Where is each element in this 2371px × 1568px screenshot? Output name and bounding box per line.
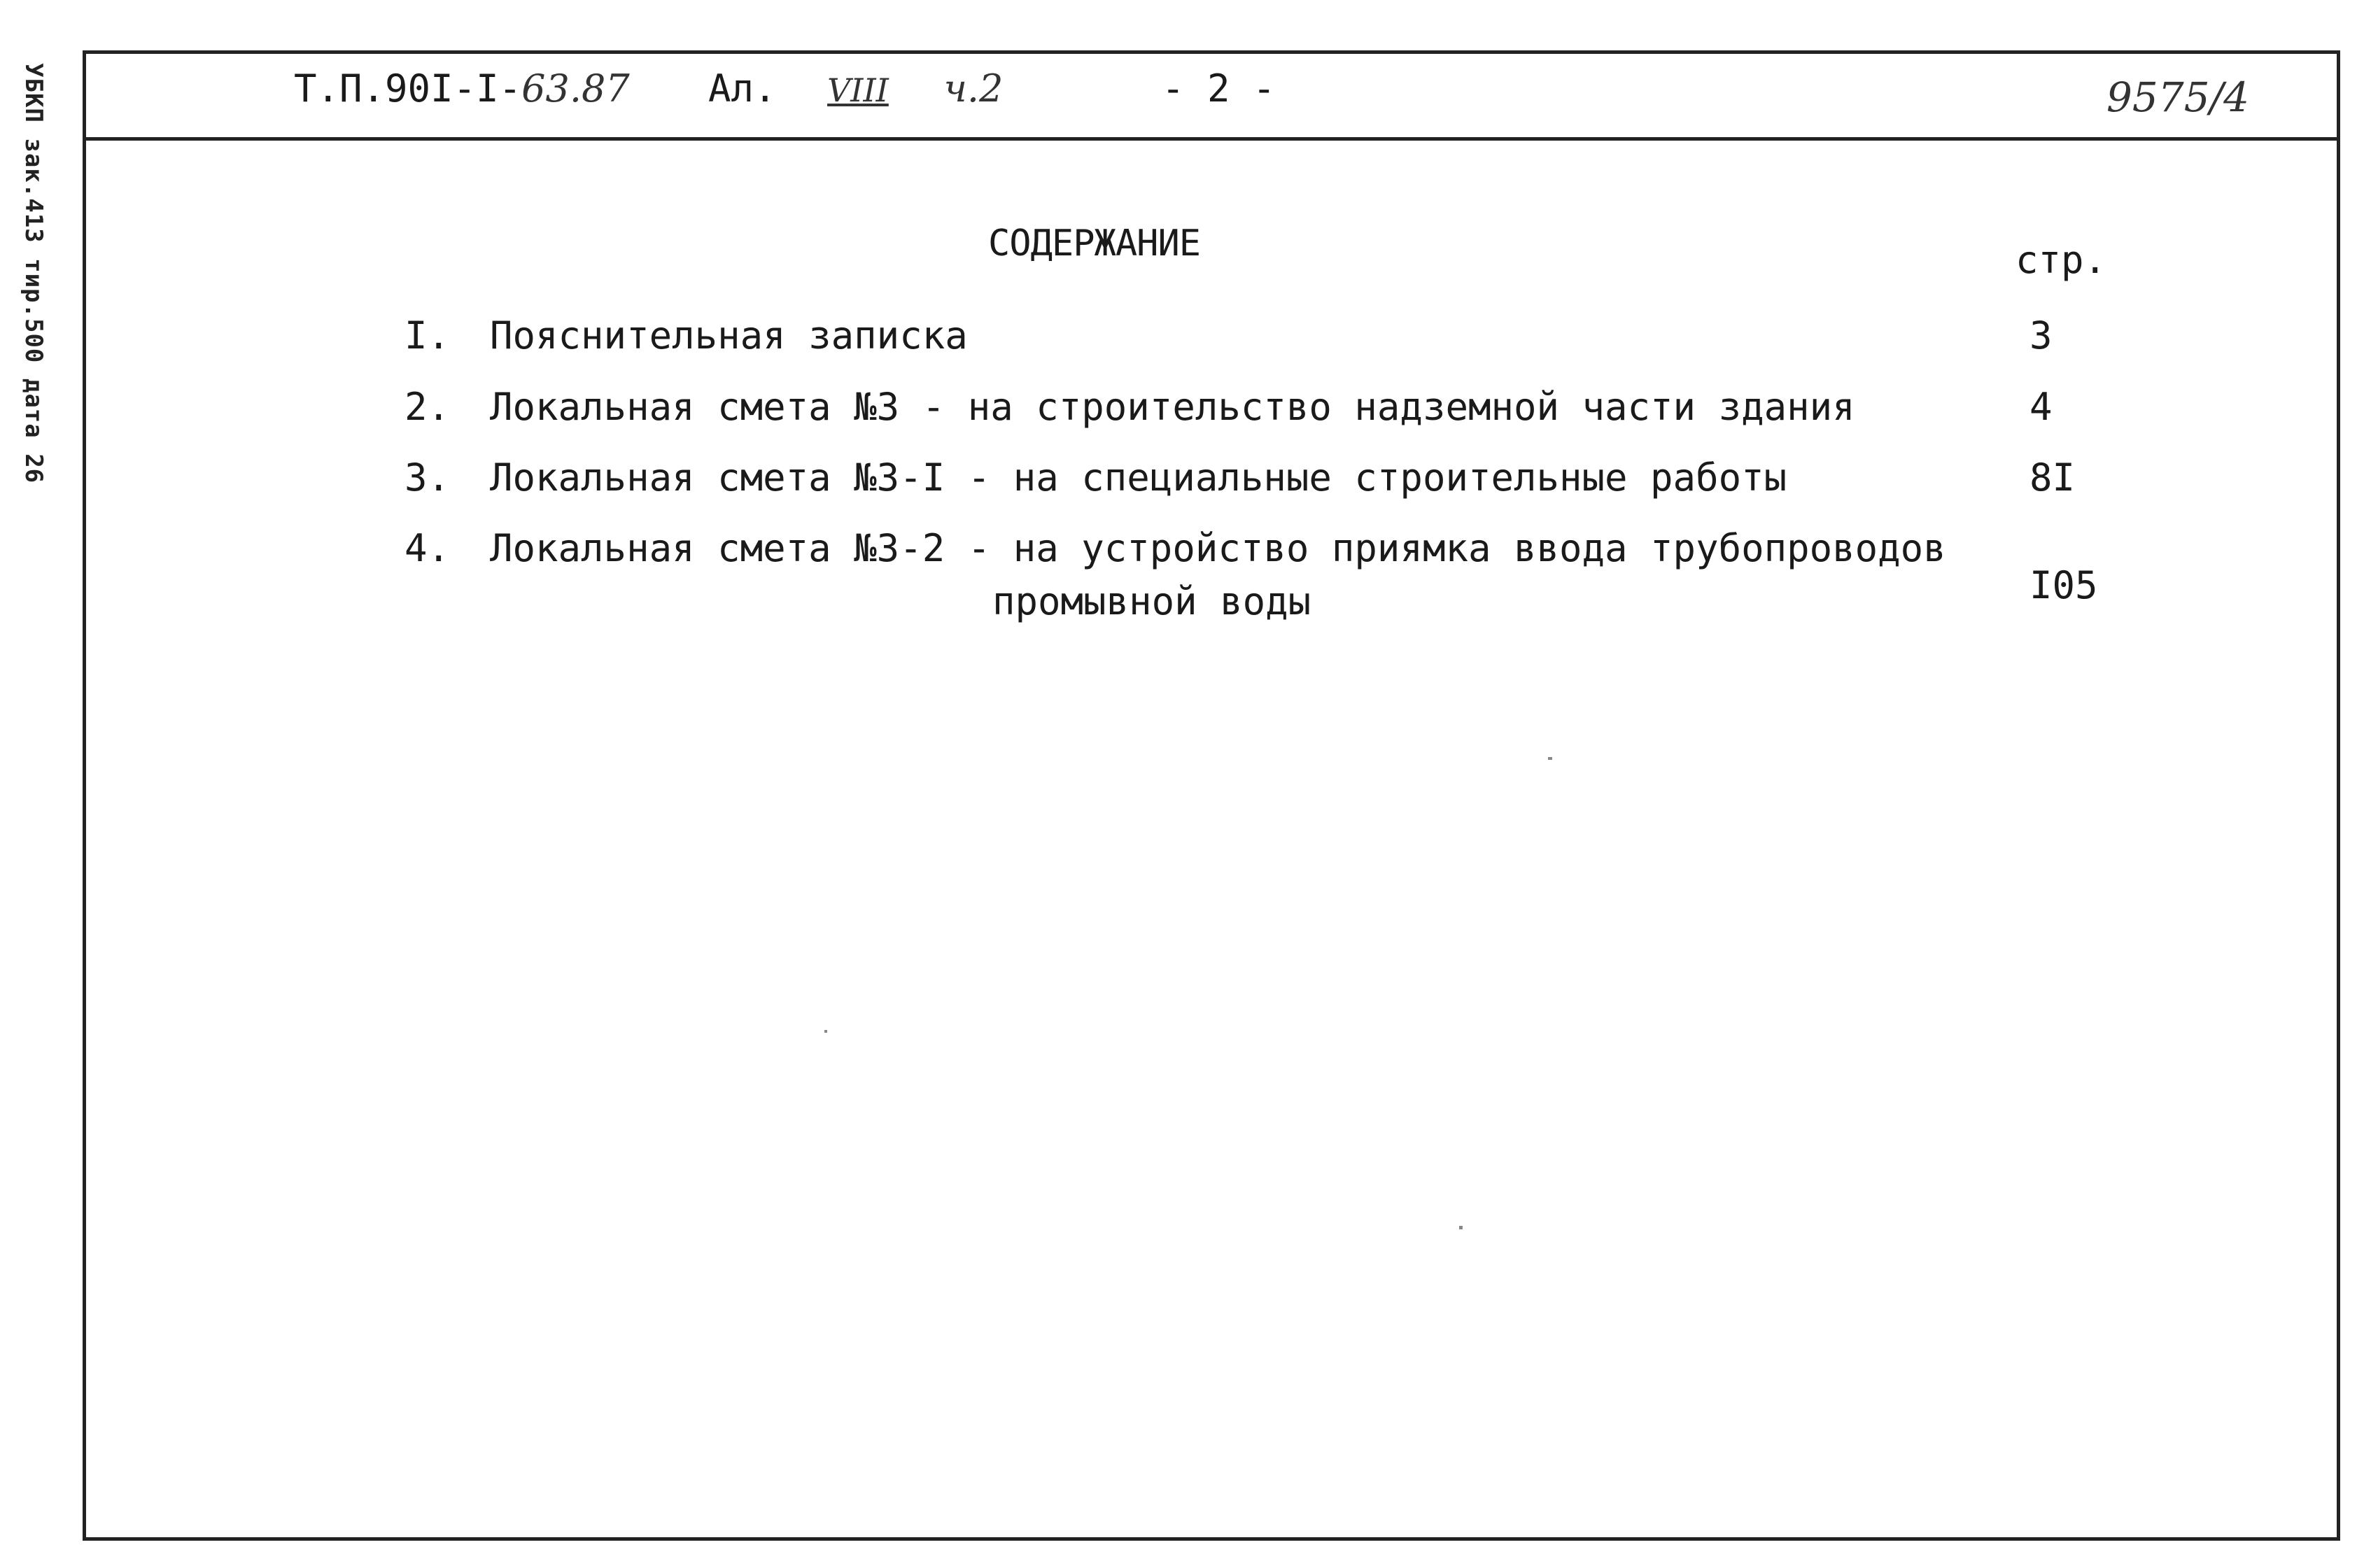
album-part: ч.2 xyxy=(943,66,1004,111)
page-column-label: стр. xyxy=(2015,238,2107,282)
inventory-number: 9575/4 xyxy=(2106,73,2250,121)
header-divider xyxy=(83,137,2340,141)
page-number: - 2 - xyxy=(1162,66,1276,111)
scan-speck xyxy=(1548,757,1552,760)
side-print-stamp: УБКП зак.413 тир.500 дата 26 xyxy=(20,63,48,484)
album-roman-number: VIII xyxy=(827,71,889,109)
item-page: 3 xyxy=(2029,313,2053,358)
page-frame xyxy=(83,50,2340,1541)
item-number: I. xyxy=(404,313,451,358)
item-number: 4. xyxy=(404,526,451,570)
album-reference xyxy=(708,66,1003,111)
document-code-handwritten: 63.87 xyxy=(521,66,630,111)
item-title: Пояснительная записка xyxy=(490,313,968,358)
item-page: 8I xyxy=(2029,455,2076,500)
item-title: Локальная смета №3-2 - на устройство приямка ввода трубопроводов xyxy=(490,526,1946,570)
item-title-continued: промывной воды xyxy=(992,579,1311,623)
item-title: Локальная смета №3 - на строительство надземной части здания xyxy=(490,385,1855,429)
scan-speck xyxy=(824,1030,827,1033)
item-number: 2. xyxy=(404,385,451,429)
scan-speck xyxy=(1459,1226,1463,1229)
item-page: 4 xyxy=(2029,385,2053,429)
item-page: I05 xyxy=(2029,563,2098,607)
item-title: Локальная смета №3-I - на специальные строительные работы xyxy=(490,455,1787,500)
document-code xyxy=(294,66,630,111)
album-label: Ал. xyxy=(708,66,777,111)
item-number: 3. xyxy=(404,455,451,500)
contents-title: СОДЕРЖАНИЕ xyxy=(988,223,1201,264)
document-code-prefix: Т.П.90I-I- xyxy=(294,66,522,111)
